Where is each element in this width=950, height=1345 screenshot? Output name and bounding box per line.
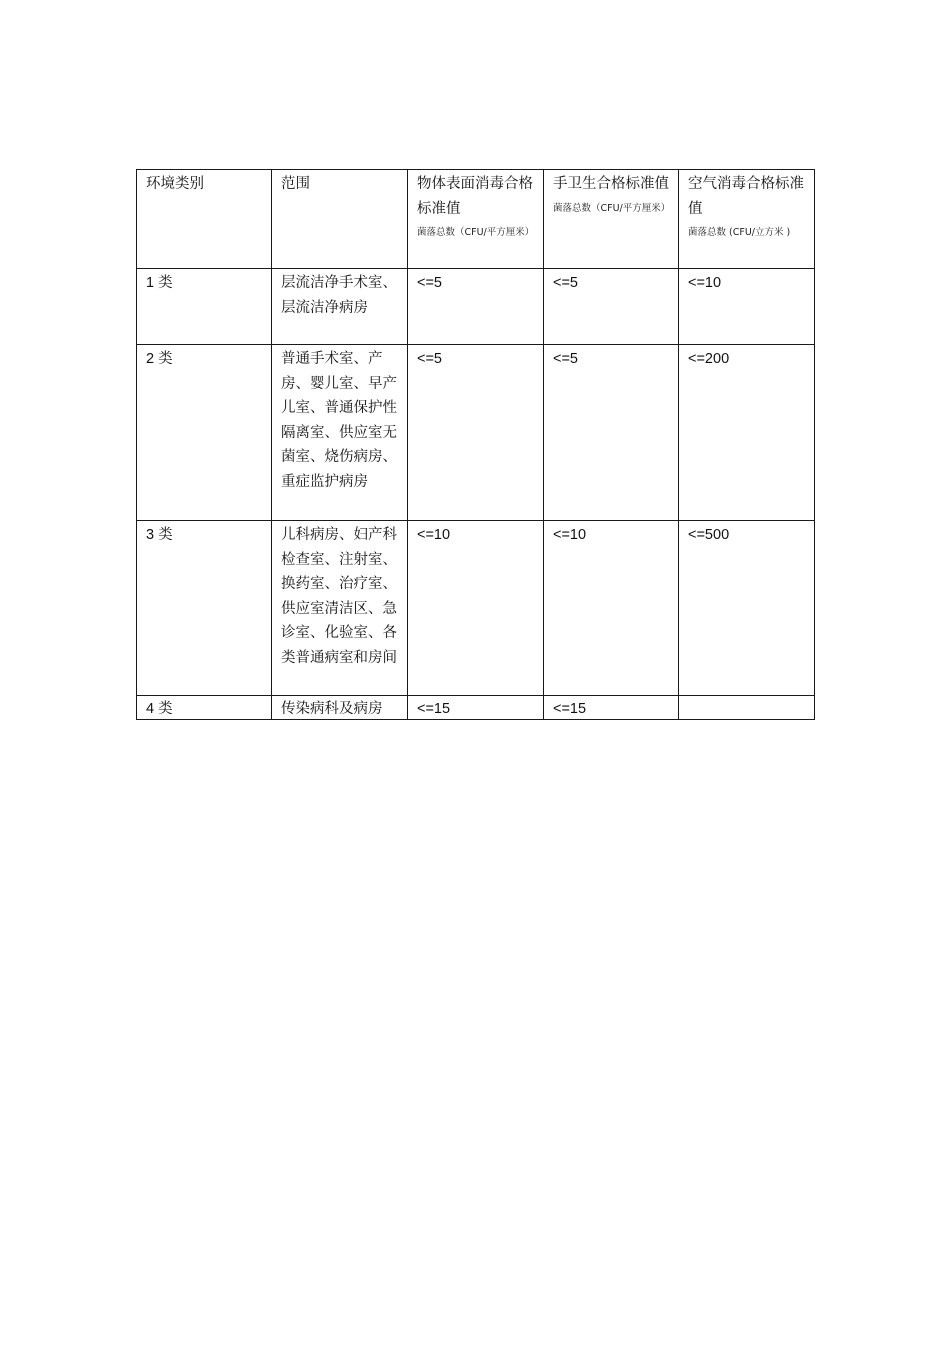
header-title: 手卫生合格标准值: [553, 176, 669, 192]
header-title: 范围: [281, 176, 310, 192]
scope-cell: 儿科病房、妇产科检查室、注射室、换药室、治疗室、供应室清洁区、急诊室、化验室、各类普通病室和房间: [272, 521, 408, 696]
header-subtitle: 菌落总数 (CFU/立方米 ): [688, 227, 791, 238]
header-cell-scope: [272, 170, 408, 269]
header-title: 环境类别: [146, 176, 204, 192]
table-row: [137, 345, 815, 521]
scope-cell: 传染病科及病房: [272, 696, 408, 720]
air-value-cell: <=10: [679, 269, 815, 345]
header-cell-category: [137, 170, 272, 269]
air-value-cell: <=200: [679, 345, 815, 521]
surface-value-cell: <=5: [408, 345, 544, 521]
air-value-cell: [679, 696, 815, 720]
header-cell-surface: [408, 170, 544, 269]
scope-cell: 普通手术室、产房、婴儿室、早产儿室、普通保护性隔离室、供应室无菌室、烧伤病房、重症监护病房: [272, 345, 408, 521]
hand-value-cell: <=15: [544, 696, 679, 720]
header-title: 空气消毒合格标准值: [688, 176, 804, 217]
category-cell: 2 类: [137, 345, 272, 521]
air-value-cell: <=500: [679, 521, 815, 696]
table-row: [137, 269, 815, 345]
table-row: [137, 696, 815, 720]
header-cell-air: [679, 170, 815, 269]
category-cell: 3 类: [137, 521, 272, 696]
hand-value-cell: <=10: [544, 521, 679, 696]
surface-value-cell: <=15: [408, 696, 544, 720]
category-cell: 1 类: [137, 269, 272, 345]
header-subtitle: 菌落总数（CFU/平方厘米）: [553, 202, 671, 214]
scope-cell: 层流洁净手术室、层流洁净病房: [272, 269, 408, 345]
surface-value-cell: <=5: [408, 269, 544, 345]
disinfection-standards-table: [136, 169, 815, 720]
category-cell: 4 类: [137, 696, 272, 720]
hand-value-cell: <=5: [544, 269, 679, 345]
table-header-row: [137, 170, 815, 269]
header-title: 物体表面消毒合格标准值: [417, 176, 533, 217]
surface-value-cell: <=10: [408, 521, 544, 696]
hand-value-cell: <=5: [544, 345, 679, 521]
header-cell-hand: [544, 170, 679, 269]
table-row: [137, 521, 815, 696]
header-subtitle: 菌落总数（CFU/平方厘米）: [417, 227, 535, 238]
